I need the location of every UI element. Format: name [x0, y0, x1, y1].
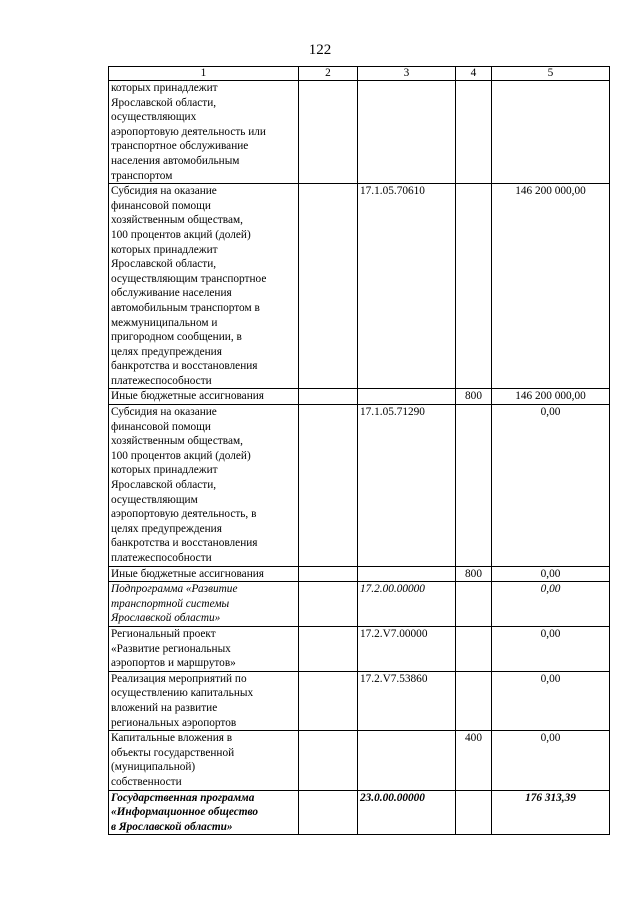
column-header-2: 2: [299, 67, 358, 81]
column-header-4: 4: [456, 67, 492, 81]
page-number: 122: [308, 42, 332, 58]
table-row: [109, 671, 610, 730]
row-code: [358, 731, 456, 790]
row-amount: 0,00: [492, 566, 610, 582]
row-amount: 0,00: [492, 405, 610, 567]
row-name: Иные бюджетные ассигнования: [109, 389, 299, 405]
row-kind: [456, 582, 492, 627]
row-amount: 0,00: [492, 582, 610, 627]
row-col2: [299, 389, 358, 405]
row-name: Субсидия на оказание финансовой помощи хозяйственным обществам, 100 процентов акций (долей) которых принадлежит Ярославской области, осуществляющим транспортное обслуживание населения автомобильным транспортом в межмуниципальном и пригородном сообщении, в целях предупреждения банкротства и восстановления платежеспособности: [109, 184, 299, 389]
row-code: 17.1.05.70610: [358, 184, 456, 389]
row-col2: [299, 81, 358, 184]
table-row: [109, 626, 610, 671]
table-row: [109, 405, 610, 567]
row-kind: [456, 790, 492, 835]
row-code: [358, 389, 456, 405]
row-code: 17.2.V7.53860: [358, 671, 456, 730]
row-col2: [299, 582, 358, 627]
row-amount: 0,00: [492, 626, 610, 671]
row-amount: 0,00: [492, 731, 610, 790]
row-code: [358, 566, 456, 582]
column-header-3: 3: [358, 67, 456, 81]
column-header-5: 5: [492, 67, 610, 81]
row-col2: [299, 731, 358, 790]
row-name: Региональный проект «Развитие региональных аэропортов и маршрутов»: [109, 626, 299, 671]
table-row: [109, 184, 610, 389]
row-name: которых принадлежит Ярославской области, осуществляющих аэропортовую деятельность или транспортное обслуживание населения автомобильным транспортом: [109, 81, 299, 184]
row-code: 17.2.00.00000: [358, 582, 456, 627]
table-row: [109, 731, 610, 790]
budget-table: [108, 66, 610, 835]
row-col2: [299, 184, 358, 389]
row-name: Капитальные вложения в объекты государственной (муниципальной) собственности: [109, 731, 299, 790]
row-kind: 400: [456, 731, 492, 790]
row-name: Государственная программа «Информационное общество в Ярославской области»: [109, 790, 299, 835]
row-code: 17.1.05.71290: [358, 405, 456, 567]
table-row: [109, 81, 610, 184]
row-kind: [456, 81, 492, 184]
row-amount: 146 200 000,00: [492, 184, 610, 389]
row-col2: [299, 566, 358, 582]
row-name: Субсидия на оказание финансовой помощи хозяйственным обществам, 100 процентов акций (долей) которых принадлежит Ярославской области, осуществляющим аэропортовую деятельность, в целях предупреждения банкротства и восстановления платежеспособности: [109, 405, 299, 567]
row-amount: 146 200 000,00: [492, 389, 610, 405]
row-kind: [456, 184, 492, 389]
row-name: Реализация мероприятий по осуществлению капитальных вложений на развитие региональных аэропортов: [109, 671, 299, 730]
table-header-row: [109, 67, 610, 81]
row-col2: [299, 626, 358, 671]
row-kind: [456, 405, 492, 567]
row-kind: [456, 626, 492, 671]
row-amount: [492, 81, 610, 184]
table-row: [109, 566, 610, 582]
row-col2: [299, 405, 358, 567]
row-code: 23.0.00.00000: [358, 790, 456, 835]
row-col2: [299, 790, 358, 835]
row-code: 17.2.V7.00000: [358, 626, 456, 671]
row-kind: 800: [456, 566, 492, 582]
row-code: [358, 81, 456, 184]
column-header-1: 1: [109, 67, 299, 81]
row-name: Подпрограмма «Развитие транспортной системы Ярославской области»: [109, 582, 299, 627]
row-amount: 176 313,39: [492, 790, 610, 835]
table-row: [109, 389, 610, 405]
row-name: Иные бюджетные ассигнования: [109, 566, 299, 582]
program-row: [109, 790, 610, 835]
row-kind: [456, 671, 492, 730]
row-kind: 800: [456, 389, 492, 405]
row-col2: [299, 671, 358, 730]
subprogram-row: [109, 582, 610, 627]
row-amount: 0,00: [492, 671, 610, 730]
